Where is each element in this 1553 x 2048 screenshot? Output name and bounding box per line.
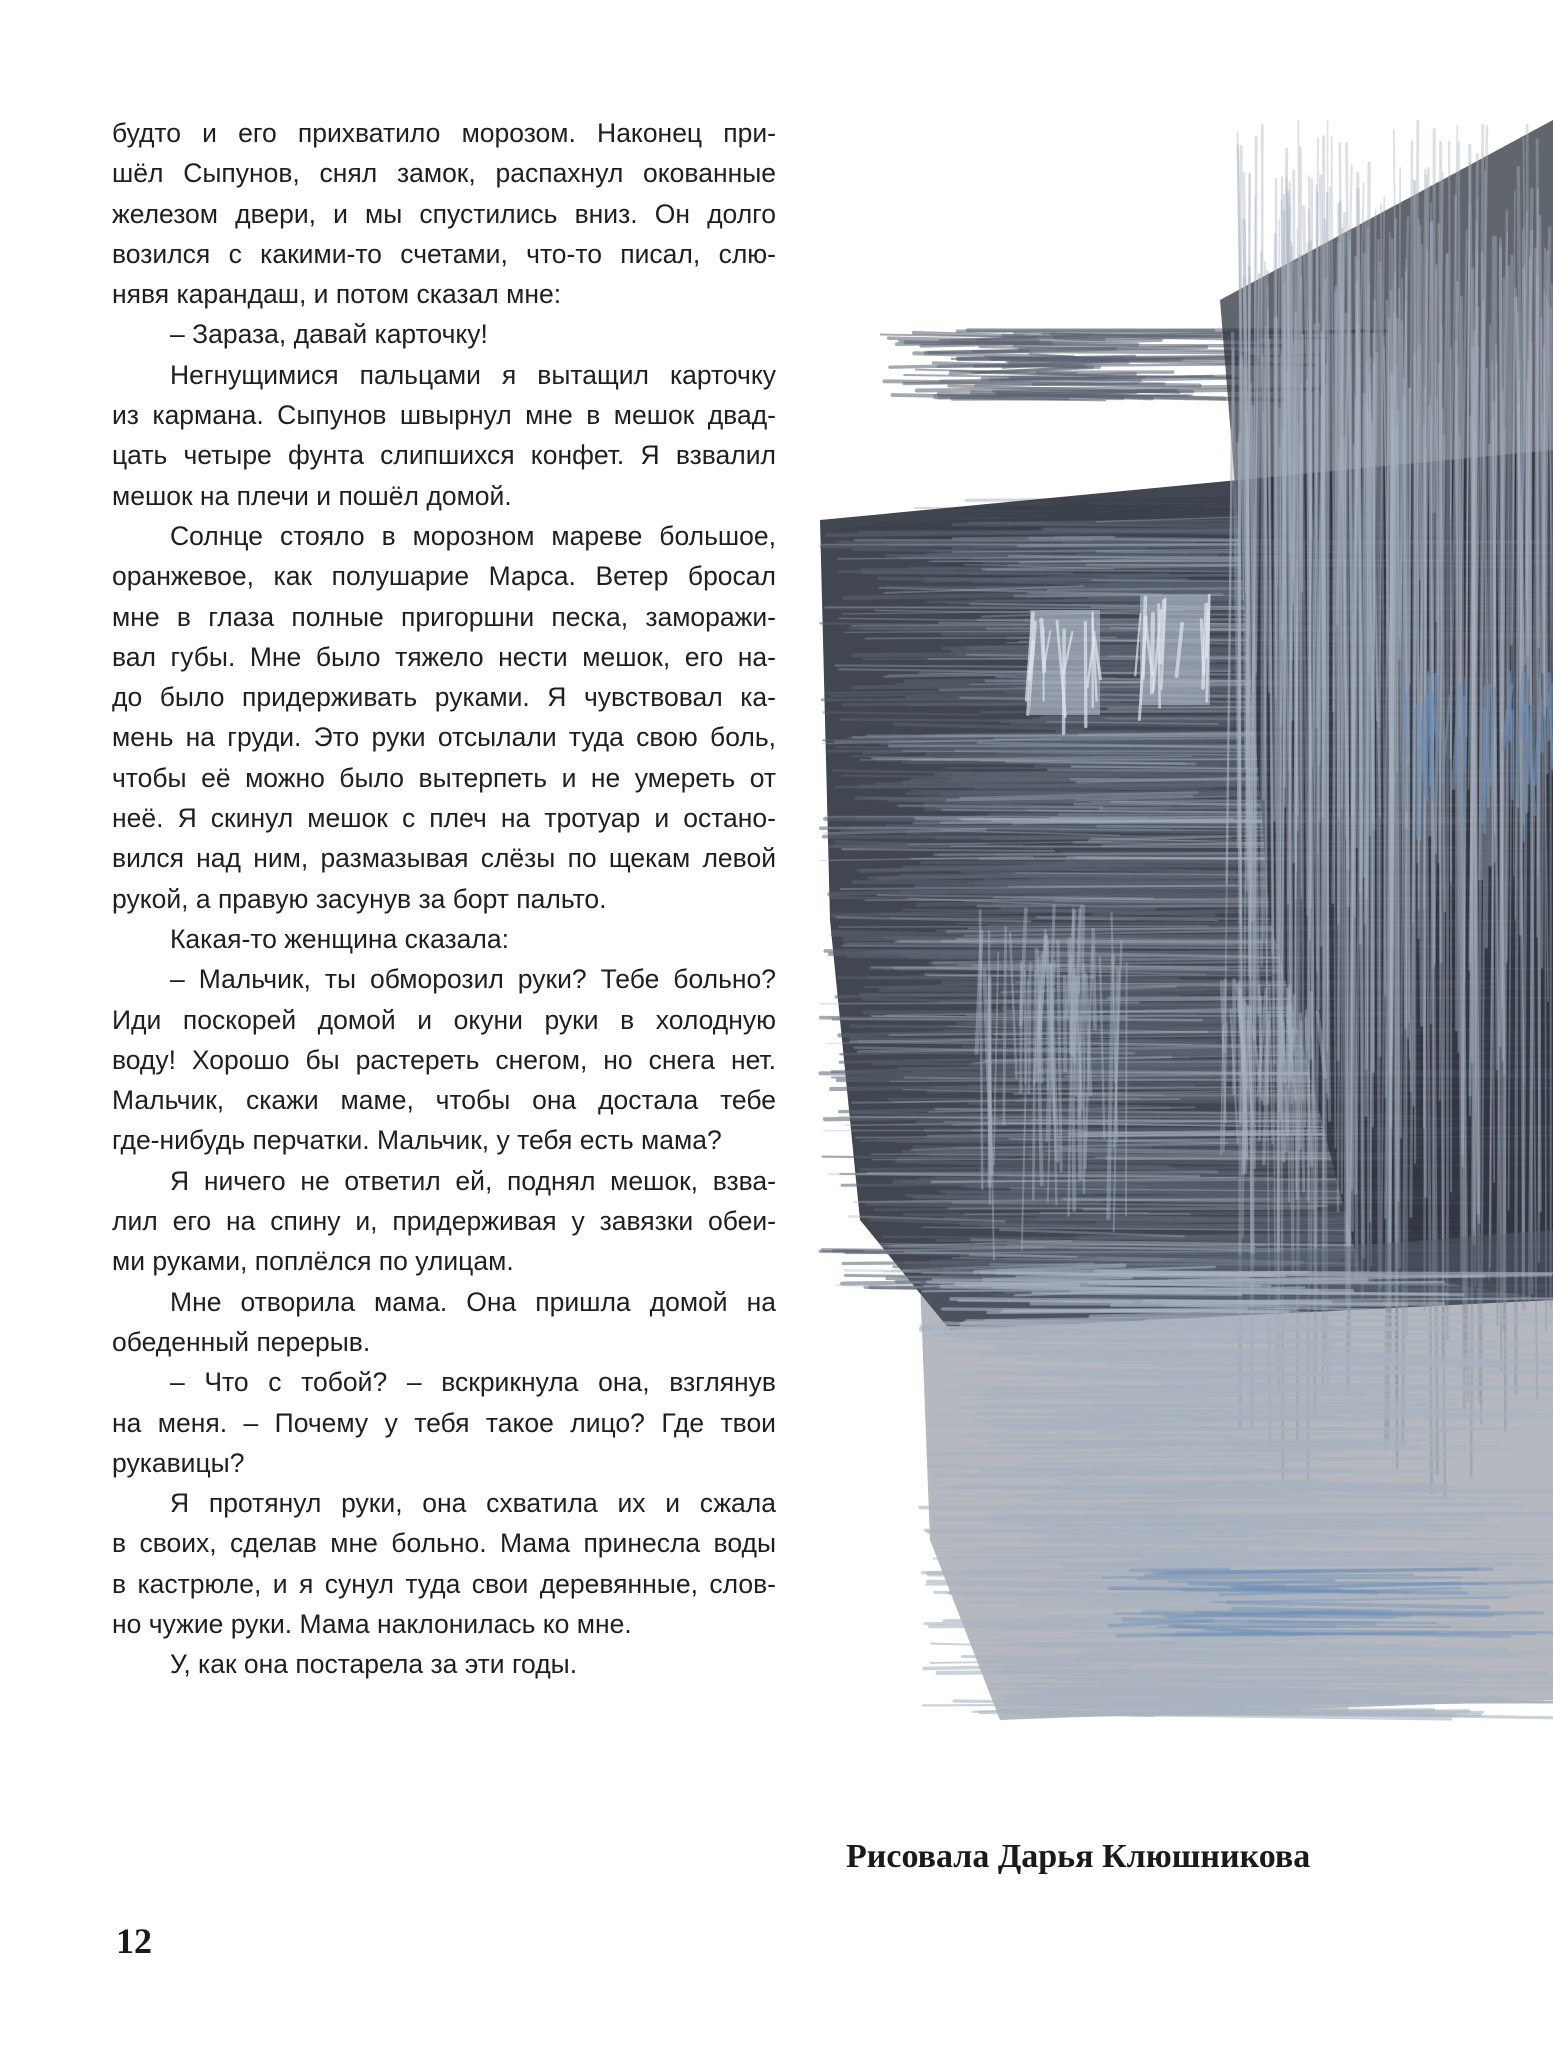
text-line: в своих, сделав мне больно. Мама принесла воды [112,1528,776,1559]
text-line: цать четыре фунта слипшихся конфет. Я взвалил [112,440,776,471]
winter-street-illustration [800,120,1553,1820]
text-line: Солнце стояло в морозном мареве большое, [170,520,776,551]
illustration-drawing [800,120,1553,1820]
text-line: Иди поскорей домой и окуни руки в холодную [112,1004,776,1035]
text-line: Я ничего не ответил ей, поднял мешок, взва- [170,1165,776,1196]
text-line: лил его на спину и, придерживая у завязки обеи- [112,1206,776,1237]
text-line: будто и его прихватило морозом. Наконец при- [112,118,776,148]
text-line: Какая-то женщина сказала: [170,923,509,954]
text-line: мне в глаза полные пригоршни песка, заморажи- [112,601,776,632]
text-line: до было придерживать руками. Я чувствовал ка- [112,682,776,713]
text-line: рукой, а правую засунув за борт пальто. [112,883,607,914]
text-line: чтобы её можно было вытерпеть и не умереть от [112,762,776,793]
text-line: возился с какими-то счетами, что-то писал, слю- [112,238,776,269]
text-line: – Зараза, давай карточку! [170,319,488,350]
text-line: где-нибудь перчатки. Мальчик, у тебя есть мама? [112,1125,722,1156]
page-number: 12 [116,1921,152,1961]
text-line: У, как она постарела за эти годы. [170,1649,578,1680]
text-line: нявя карандаш, и потом сказал мне: [112,279,562,310]
illustrator-credit: Рисовала Дарья Клюшникова [846,1838,1311,1875]
text-line: железом двери, и мы спустились вниз. Он долго [112,198,776,229]
text-line: вился над ним, размазывая слёзы по щекам левой [112,843,776,874]
text-line: – Что с тобой? – вскрикнула она, взглянув [170,1367,776,1398]
text-line: из кармана. Сыпунов швырнул мне в мешок двад- [112,400,776,431]
text-line: Мне отворила мама. Она пришла домой на [170,1286,776,1317]
text-line: Негнущимися пальцами я вытащил карточку [170,359,776,390]
text-line: воду! Хорошо бы растереть снегом, но снега нет. [112,1044,776,1075]
text-line: Мальчик, скажи маме, чтобы она достала тебе [112,1085,776,1116]
text-line: оранжевое, как полушарие Марса. Ветер бросал [112,561,776,592]
text-line: мешок на плечи и пошёл домой. [112,480,512,511]
text-line: ми руками, поплёлся по улицам. [112,1246,514,1277]
text-line: рукавицы? [112,1447,245,1478]
text-line: мень на груди. Это руки отсылали туда свою боль, [112,722,776,753]
text-line: обеденный перерыв. [112,1326,371,1357]
text-line: – Мальчик, ты обморозил руки? Тебе больно? [170,964,776,995]
text-line: Я протянул руки, она схватила их и сжала [170,1488,776,1519]
text-line: неё. Я скинул мешок с плеч на тротуар и остано- [112,803,776,834]
text-line: на меня. – Почему у тебя такое лицо? Где твои [112,1407,776,1438]
text-line: шёл Сыпунов, снял замок, распахнул окованные [112,158,776,189]
text-line: в кастрюле, и я сунул туда свои деревянные, слов- [112,1568,776,1599]
text-line: но чужие руки. Мама наклонилась ко мне. [112,1608,632,1639]
text-line: вал губы. Мне было тяжело нести мешок, его на- [112,641,776,672]
body-text [112,113,776,1685]
